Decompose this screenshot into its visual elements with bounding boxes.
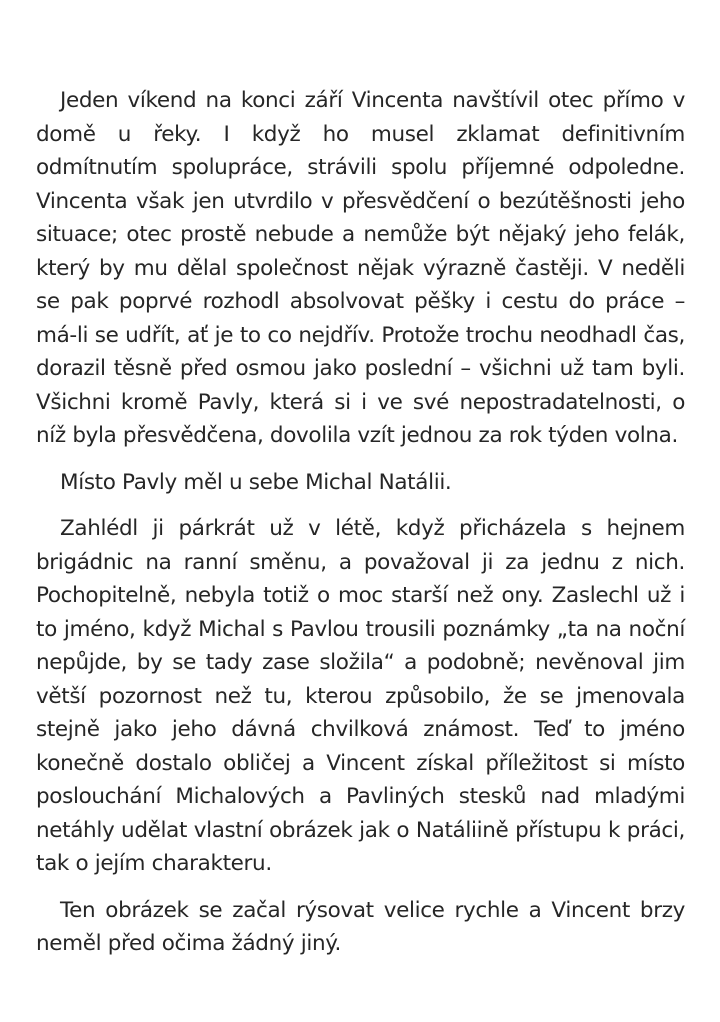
paragraph-1: Jeden víkend na konci září Vincenta navštívil otec přímo v domě u řeky. I když ho musel zklamat definitivním odmítnutím spolupráce, strávili spolu příjemné odpoledne. Vincenta však jen utvrdilo v přesvědčení o bezútěšnosti jeho situace; otec prostě nebude a nemůže být nějaký jeho felák, který by mu dělal společnost nějak výrazně častěji. V neděli se pak poprvé rozhodl absolvovat pěšky i cestu do práce – má-li se udřít, ať je to co nejdřív. Protože trochu neodhadl čas, dorazil těsně před osmou jako poslední – všichni už tam byli. Všichni kromě Pavly, která si i ve své nepostradatelnosti, o níž byla přesvědčena, dovolila vzít jednou za rok týden volna. [36,88,685,448]
paragraph-2: Místo Pavly měl u sebe Michal Natálii. [60,469,452,495]
paragraph-4: Ten obrázek se začal rýsovat velice rychle a Vincent brzy neměl před očima žádný jiný. [36,897,685,956]
paragraph-3: Zahlédl ji párkrát už v létě, když přicházela s hejnem brigádnic na ranní směnu, a považoval ji za jednu z nich. Pochopitelně, nebyla totiž o moc starší než ony. Zaslechl už i to jméno, když Michal s Pavlou trousili poznámky „ta na noční nepůjde, by se tady zase složila“ a podobně; nevěnoval jim větší pozornost než tu, kterou způsobilo, že se jmenovala stejně jako jeho dávná chvilková známost. Teď to jméno konečně dostalo obličej a Vincent získal příležitost si místo poslouchání Michalových a Pavliných stesků nad mladými netáhly udělat vlastní obrázek jak o Natáliině přístupu k práci, tak o jejím charakteru. [36,516,685,876]
document-page [36,84,685,961]
